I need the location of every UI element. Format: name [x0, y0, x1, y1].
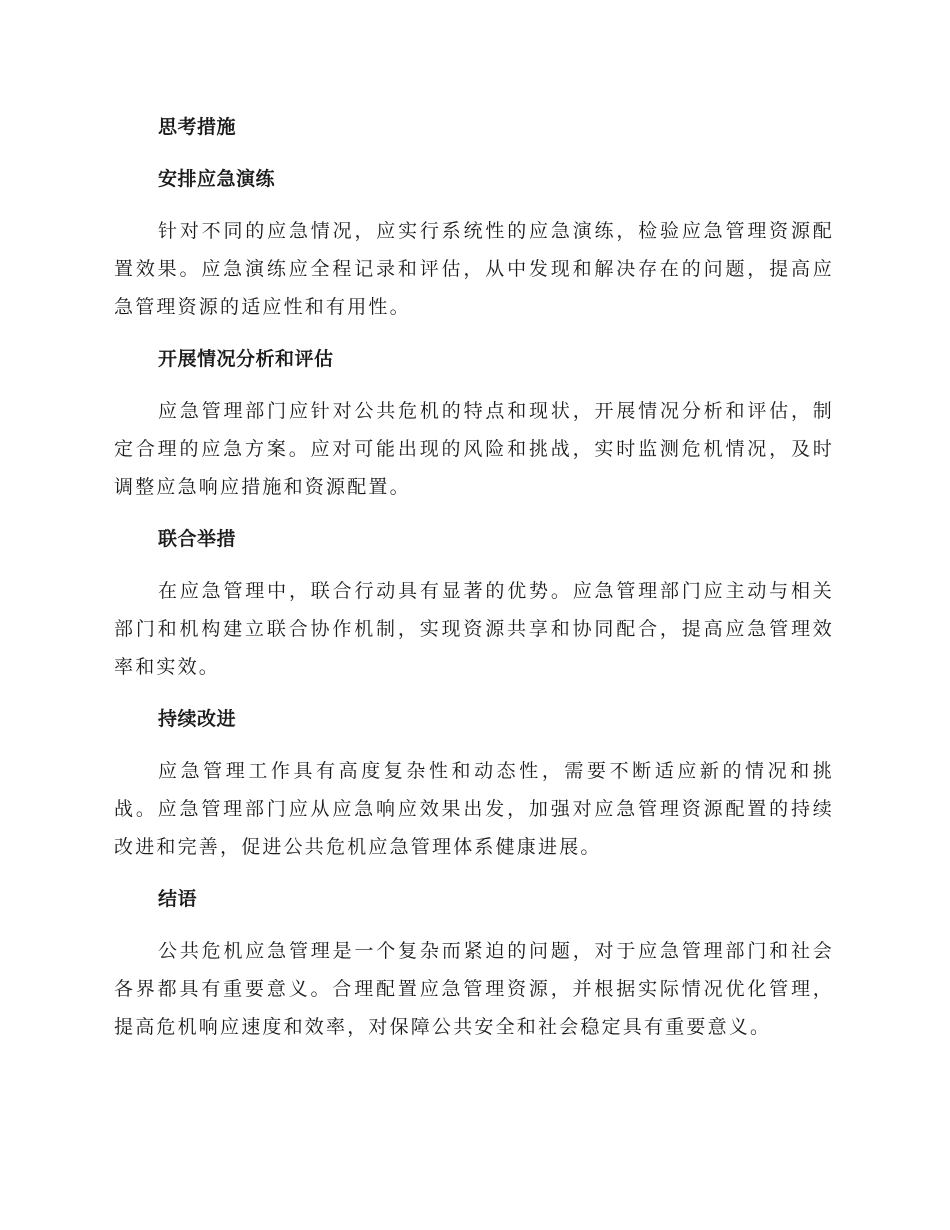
section-body-analysis: 应急管理部门应针对公共危机的特点和现状，开展情况分析和评估，制定合理的应急方案。应对可能出现的风险和挑战，实时监测危机情况，及时调整应急响应措施和资源配置。 — [114, 400, 834, 498]
section-body-joint-action: 在应急管理中，联合行动具有显著的优势。应急管理部门应主动与相关部门和机构建立联合协作机制，实现资源共享和协同配合，提高应急管理效率和实效。 — [114, 580, 834, 678]
section-heading-conclusion: 结语 — [158, 888, 198, 910]
section-body-drills: 针对不同的应急情况，应实行系统性的应急演练，检验应急管理资源配置效果。应急演练应全程记录和评估，从中发现和解决存在的问题，提高应急管理资源的适应性和有用性。 — [114, 220, 834, 318]
section-heading-measures: 思考措施 — [158, 116, 237, 138]
section-heading-improvement: 持续改进 — [158, 708, 237, 730]
section-heading-joint-action: 联合举措 — [158, 528, 237, 550]
section-heading-analysis: 开展情况分析和评估 — [158, 348, 334, 370]
section-body-conclusion: 公共危机应急管理是一个复杂而紧迫的问题，对于应急管理部门和社会各界都具有重要意义。合理配置应急管理资源，并根据实际情况优化管理，提高危机响应速度和效率，对保障公共安全和社会稳定具有重要意义。 — [114, 940, 834, 1038]
section-heading-drills: 安排应急演练 — [158, 168, 276, 190]
section-body-improvement: 应急管理工作具有高度复杂性和动态性，需要不断适应新的情况和挑战。应急管理部门应从应急响应效果出发，加强对应急管理资源配置的持续改进和完善，促进公共危机应急管理体系健康进展。 — [114, 760, 834, 858]
document-content — [114, 108, 834, 1060]
